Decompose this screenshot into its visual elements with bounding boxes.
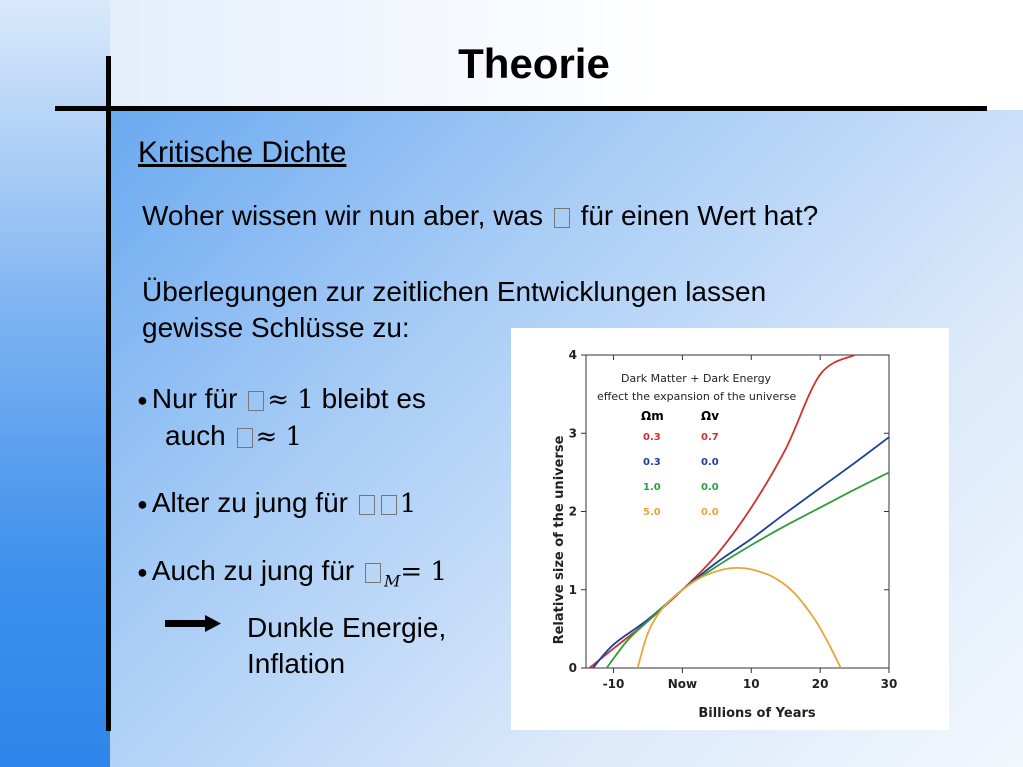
legend-omega-m-value: 1.0	[643, 482, 661, 493]
conclusion-line-2: Inflation	[247, 648, 346, 679]
paragraph-line-1: Überlegungen zur zeitlichen Entwicklungen lassen	[142, 276, 767, 307]
chart-svg	[511, 328, 949, 730]
conclusion-line-1: Dunkle Energie,	[247, 612, 447, 643]
bullet-3	[137, 555, 447, 591]
y-tick-label: 2	[568, 504, 577, 519]
omega-symbol-icon	[359, 495, 375, 515]
x-tick-label: 20	[811, 677, 829, 691]
x-tick-label: 10	[742, 677, 760, 691]
y-tick-label: 1	[568, 582, 577, 597]
y-tick-label: 3	[568, 426, 577, 441]
omega-symbol-icon	[237, 428, 253, 448]
y-tick-label: 4	[568, 348, 577, 362]
bullet-2	[137, 487, 416, 519]
vertical-rule	[106, 56, 111, 731]
bullet3-text: Auch zu jung für	[151, 555, 355, 586]
bullet-dot-icon: ●	[137, 390, 148, 411]
bullet3-sub: M	[384, 571, 401, 591]
bullet1-post: bleibt es	[321, 383, 426, 414]
legend-omega-m-value: 5.0	[643, 507, 661, 518]
bullet2-sym: 1	[399, 489, 417, 519]
right-arrow-icon	[165, 614, 225, 634]
bullet1-pre: Nur für	[151, 383, 238, 414]
paragraph-line-2: gewisse Schlüsse zu:	[142, 312, 410, 343]
bullet-dot-icon: ●	[137, 562, 148, 583]
x-tick-label: Now	[667, 677, 698, 691]
horizontal-rule	[55, 106, 987, 111]
bullet-1	[137, 383, 426, 415]
x-tick-label: 30	[880, 677, 898, 691]
bullet2-text: Alter zu jung für	[151, 487, 348, 518]
expansion-chart	[511, 328, 949, 730]
x-tick-label: -10	[602, 677, 625, 691]
bullet-1-line-2	[165, 420, 302, 452]
series-line-3	[607, 472, 889, 668]
series-line-2	[593, 437, 889, 668]
y-axis-label: Relative size of the universe	[552, 435, 567, 645]
legend-omega-v-value: 0.0	[701, 482, 719, 493]
x-axis-label: Billions of Years	[698, 706, 816, 721]
legend-omega-v-value: 0.0	[701, 457, 719, 468]
subheading: Kritische Dichte	[138, 136, 347, 169]
bullet1-sym2: ≈ 1	[255, 422, 303, 452]
question-line	[142, 200, 818, 232]
relation-symbol-icon	[381, 495, 397, 515]
chart-title-line-1: Dark Matter + Dark Energy	[621, 372, 772, 385]
omega-symbol-icon	[554, 208, 570, 228]
legend-omega-m-value: 0.3	[643, 457, 661, 468]
chart-title-line-2: effect the expansion of the universe	[597, 390, 797, 403]
question-post: für einen Wert hat?	[580, 200, 819, 231]
omega-symbol-icon	[248, 391, 264, 411]
legend-header-omega-v: Ωv	[701, 409, 720, 423]
left-gradient-band	[0, 0, 110, 767]
legend-header-omega-m: Ωm	[641, 409, 664, 423]
bullet3-sym: = 1	[400, 557, 447, 587]
legend-omega-m-value: 0.3	[643, 432, 661, 443]
omega-symbol-icon	[365, 563, 381, 583]
bullet1-line2: auch	[165, 420, 226, 451]
slide-title: Theorie	[458, 40, 610, 87]
bullet-dot-icon: ●	[137, 494, 148, 515]
legend-omega-v-value: 0.7	[701, 432, 719, 443]
bullet1-sym: ≈ 1	[267, 385, 314, 415]
y-tick-label: 0	[568, 661, 577, 675]
series-line-4	[638, 568, 841, 668]
question-pre: Woher wissen wir nun aber, was	[142, 200, 543, 231]
legend-omega-v-value: 0.0	[701, 507, 719, 518]
